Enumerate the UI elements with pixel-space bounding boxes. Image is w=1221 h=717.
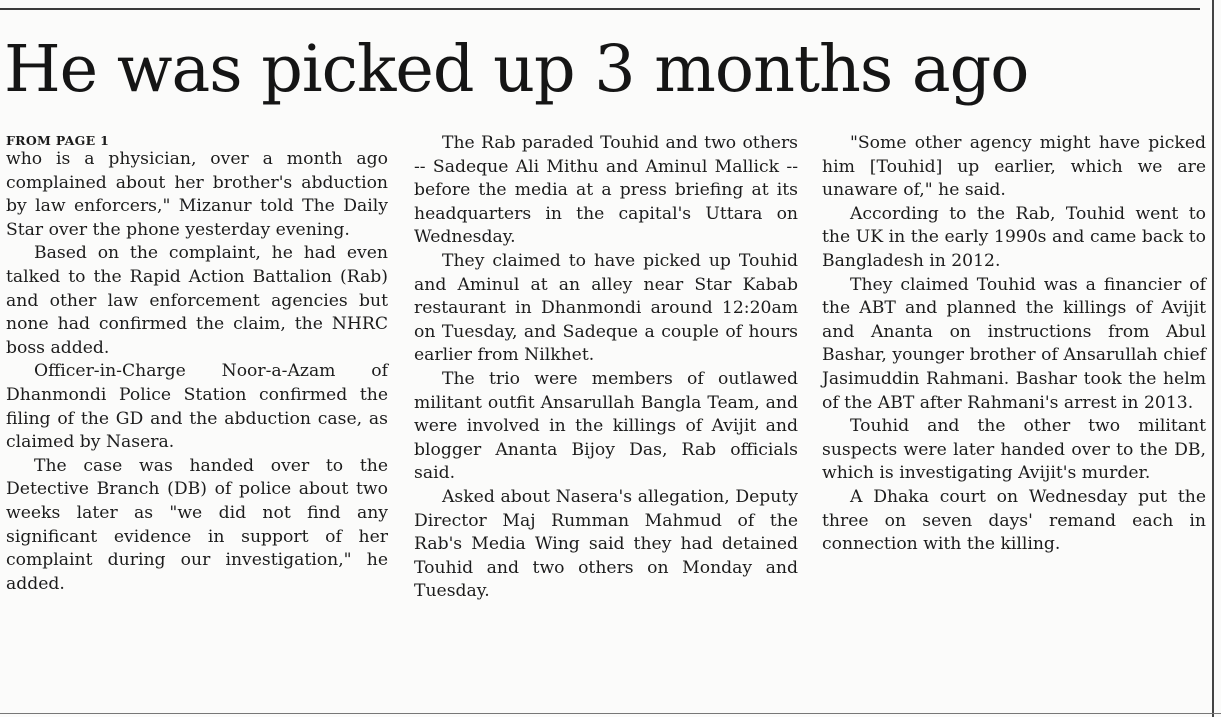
top-rule <box>0 8 1200 10</box>
paragraph: According to the Rab, Touhid went to the UK in the early 1990s and came back to Bangladesh in 2012. <box>822 203 1206 271</box>
paragraph: "Some other agency might have picked him [Touhid] up earlier, which we are unaware of," he said. <box>822 133 1206 201</box>
bottom-rule <box>0 713 1221 714</box>
paragraph: The case was handed over to the Detective Branch (DB) of police about two weeks later as "we did not find any significant evidence in support of her complaint during our investigation," he added. <box>6 455 388 594</box>
paragraph: The Rab paraded Touhid and two others -- Sadeque Ali Mithu and Aminul Mallick -- before the media at a press briefing at its headquarters in the capital's Uttara on Wednesday. <box>414 133 798 248</box>
paragraph: Touhid and the other two militant suspects were later handed over to the DB, which is investigating Avijit's murder. <box>822 416 1206 484</box>
paragraph: The trio were members of outlawed militant outfit Ansarullah Bangla Team, and were involved in the killings of Avijit and blogger Ananta Bijoy Das, Rab officials said. <box>414 368 798 484</box>
paragraph: Officer-in-Charge Noor-a-Azam of Dhanmondi Police Station confirmed the filing of the GD and the abduction case, as claimed by Nasera. <box>6 361 388 453</box>
headline: He was picked up 3 months ago <box>4 32 1029 107</box>
paragraph: who is a physician, over a month ago complained about her brother's abduction by law enforcers," Mizanur told The Daily Star over the phone yesterday evening. <box>6 149 388 240</box>
paragraph: They claimed Touhid was a financier of the ABT and planned the killings of Avijit and Ananta on instructions from Abul Bashar, younger brother of Ansarullah chief Jasimuddin Rahmani. Bashar took the helm of the ABT after Rahmani's arrest in 2013. <box>822 274 1206 413</box>
paragraph: They claimed to have picked up Touhid and Aminul at an alley near Star Kabab restaurant in Dhanmondi around 12:20am on Tuesday, and Sadeque a couple of hours earlier from Nilkhet. <box>414 250 798 366</box>
article-column-2 <box>414 132 798 604</box>
paragraph: Asked about Nasera's allegation, Deputy Director Maj Rumman Mahmud of the Rab's Media Wing said they had detained Touhid and two others on Monday and Tuesday. <box>414 486 798 602</box>
continuation-kicker: FROM PAGE 1 <box>6 133 110 148</box>
paragraph: A Dhaka court on Wednesday put the three on seven days' remand each in connection with the killing. <box>822 486 1206 555</box>
paragraph: Based on the complaint, he had even talked to the Rapid Action Battalion (Rab) and other law enforcement agencies but none had confirmed the claim, the NHRC boss added. <box>6 243 388 358</box>
article-column-3 <box>822 132 1206 557</box>
right-border <box>1212 0 1214 717</box>
article-column-1 <box>6 132 388 596</box>
